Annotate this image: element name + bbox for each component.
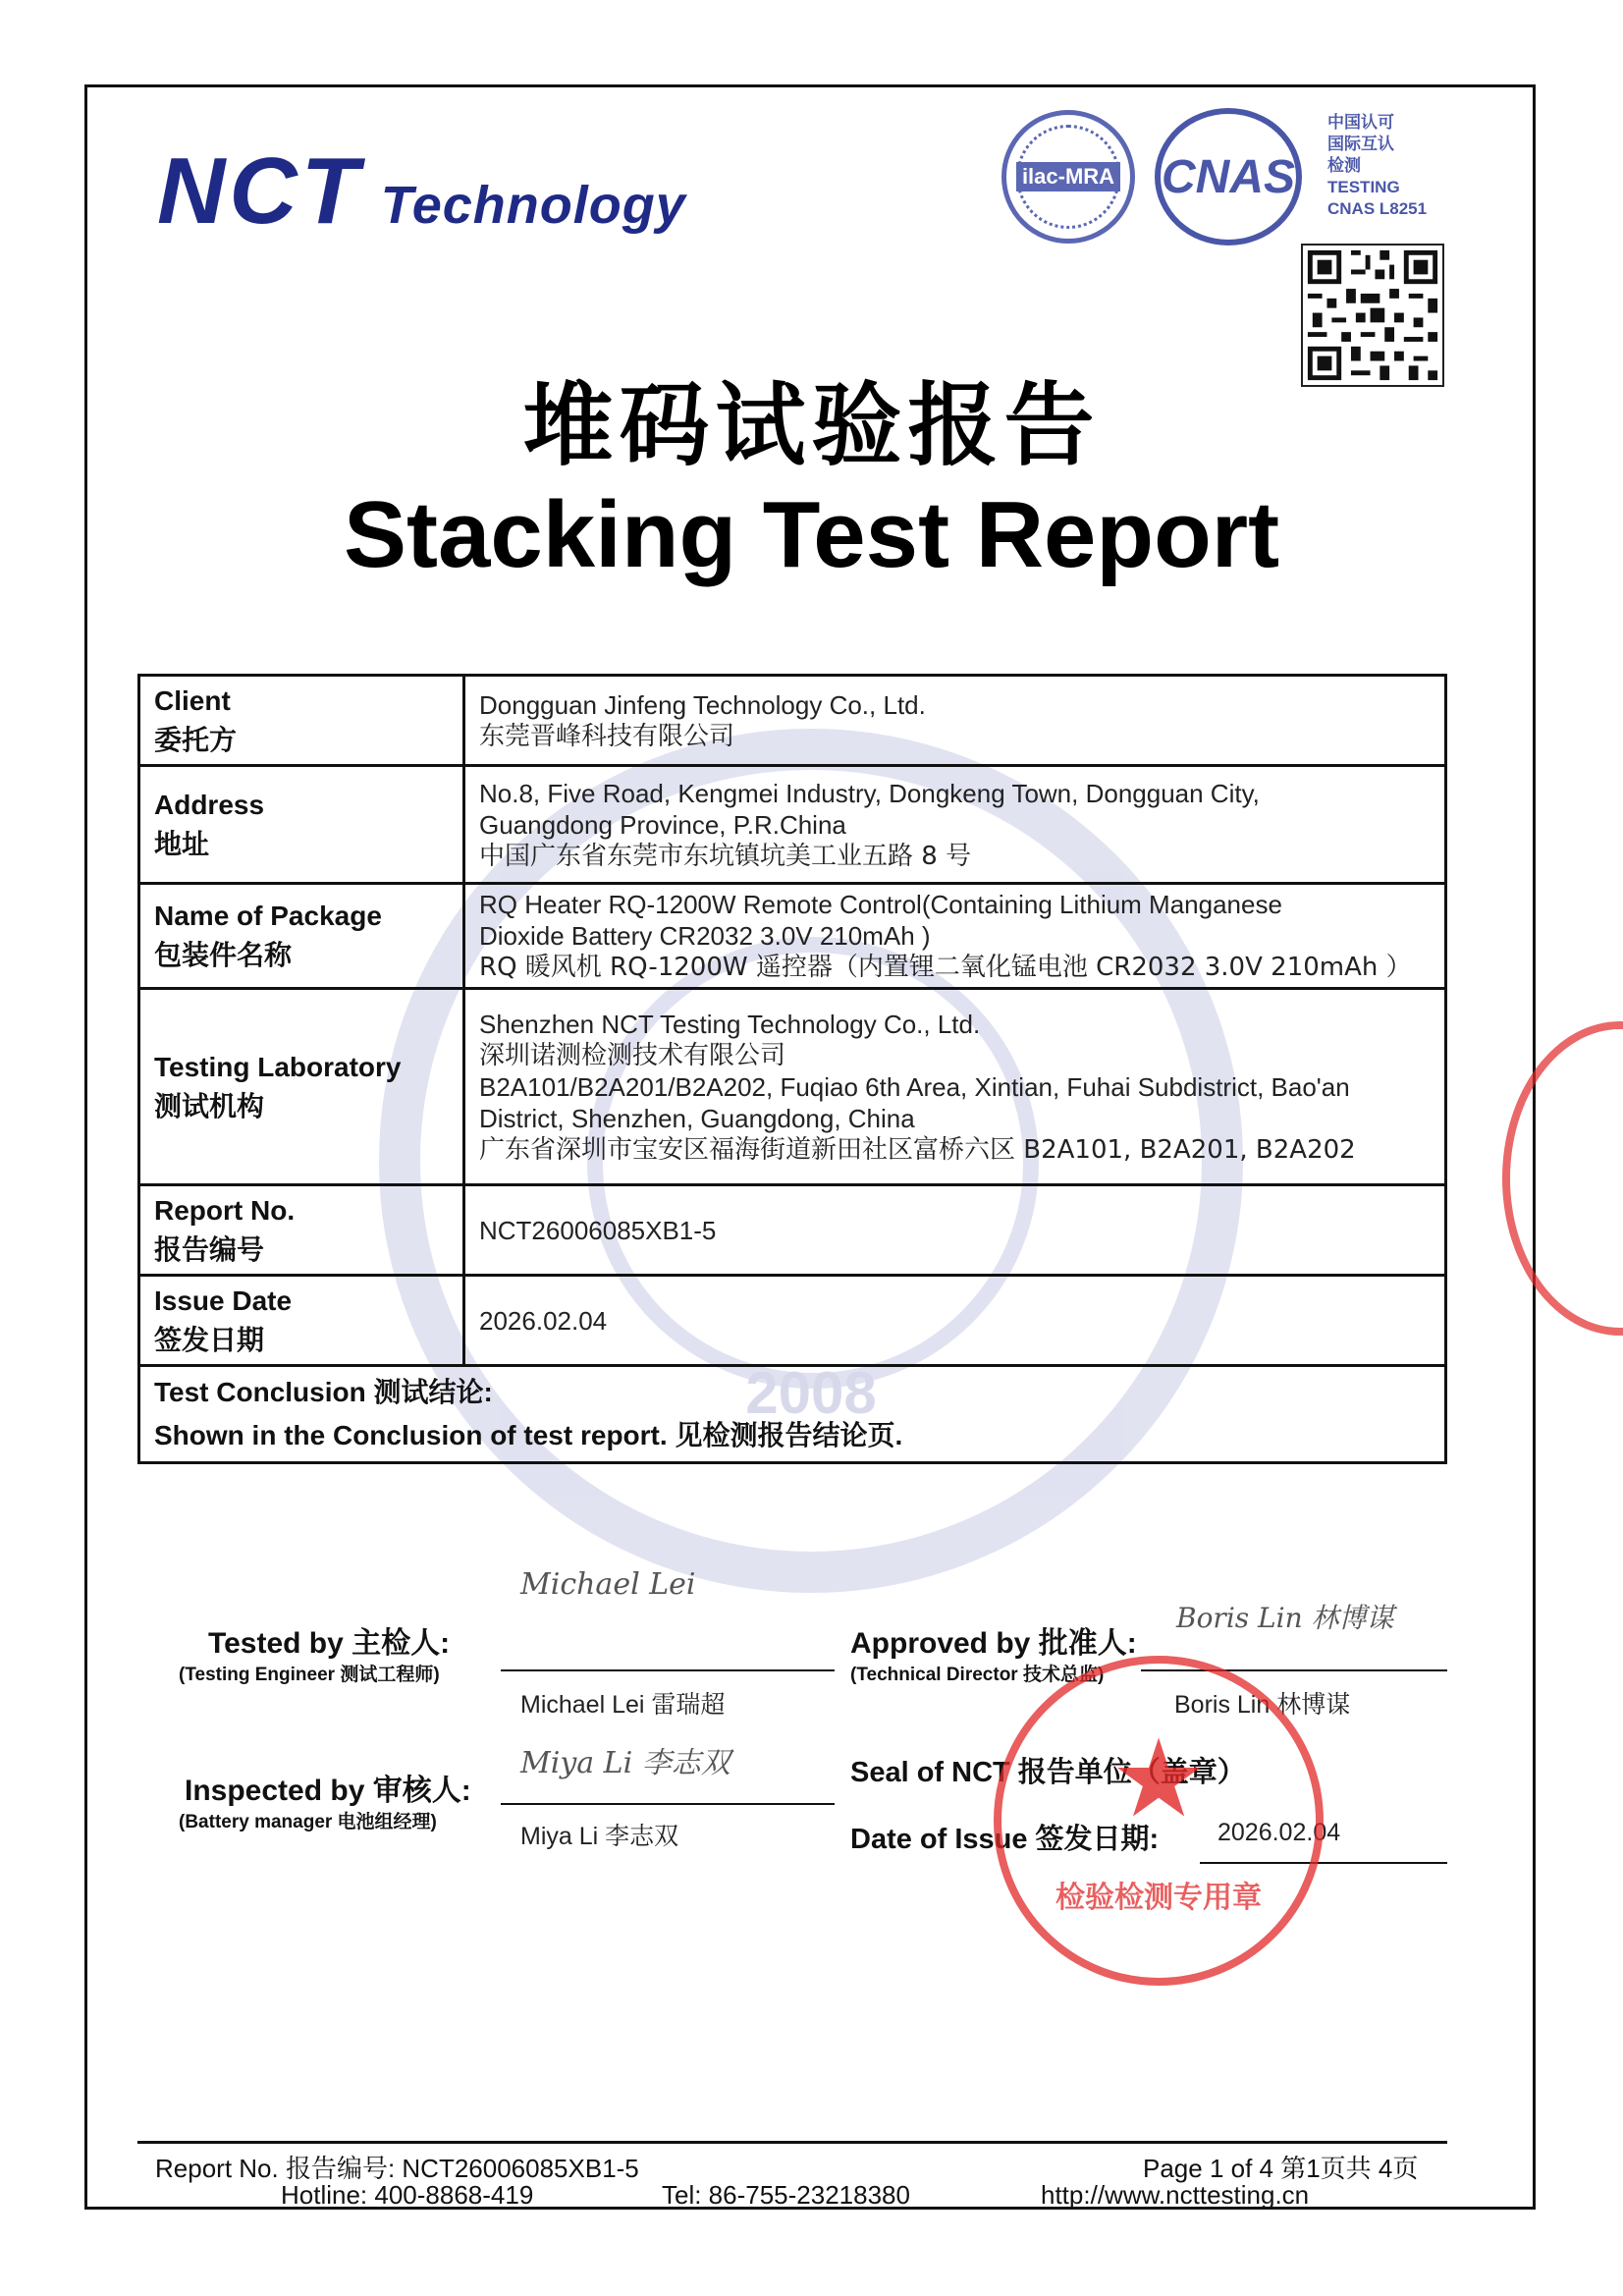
conclusion-text: Shown in the Conclusion of test report. 见检测报告结论页. [154,1420,903,1450]
inspected-sub: (Battery manager 电池组经理) [179,1812,437,1832]
label-en: Address [154,789,265,820]
label-cn: 签发日期 [154,1323,265,1356]
footer-website[interactable]: http://www.ncttesting.cn [1041,2180,1310,2210]
cnas-mark [1155,108,1302,246]
row-client [139,676,1446,766]
approved-sub: (Technical Director 技术总监) [850,1665,1105,1685]
value-en-2: Dioxide Battery CR2032 3.0V 210mAh ) [479,921,931,951]
inspected-label: Inspected by 审核人: [185,1775,471,1807]
title-chinese: 堆码试验报告 [522,373,1101,478]
footer-report-no: Report No. 报告编号: NCT26006085XB1-5 [155,2154,639,2183]
nct-logo [157,137,686,246]
row-lab [139,989,1446,1185]
date-of-issue-value: 2026.02.04 [1217,1819,1341,1846]
row-issue-date [139,1276,1446,1366]
logo-sub: Technology [380,176,686,235]
title-english: Stacking Test Report [343,482,1280,587]
row-report-no [139,1185,1446,1276]
value-en-1: RQ Heater RQ-1200W Remote Control(Containing Lithium Manganese [479,890,1282,919]
label-cn: 委托方 [154,723,238,756]
tested-label: Tested by 主检人: [208,1627,451,1660]
tested-signature: Michael Lei [520,1567,696,1602]
row-address [139,766,1446,884]
value-cell [464,676,1446,766]
value-cell [464,1185,1446,1276]
cnas-line: 中国认可 [1327,113,1394,132]
cnas-text: CNAS [1161,150,1295,203]
label-cell [139,766,464,884]
cnas-line: TESTING [1327,178,1400,196]
label-en: Testing Laboratory [154,1051,402,1082]
value-en: Dongguan Jinfeng Technology Co., Ltd. [479,689,926,720]
footer-hotline: Hotline: 400-8868-419 [281,2180,534,2210]
report-no-value: NCT26006085XB1-5 [479,1215,717,1245]
label-cell [139,884,464,989]
lab-name-en: Shenzhen NCT Testing Technology Co., Ltd. [479,1009,981,1039]
stamp-text: 检验检测专用章 [1055,1882,1262,1914]
value-cell [464,989,1446,1185]
label-cell [139,1276,464,1366]
cnas-line: CNAS L8251 [1327,199,1428,218]
row-conclusion [139,1366,1446,1463]
report-info-table [137,674,1447,1464]
footer-divider [137,2141,1447,2144]
label-cell [139,989,464,1185]
cnas-accreditation-text [1327,112,1435,220]
approved-signature: Boris Lin 林博谋 [1176,1602,1394,1634]
ilac-text: ilac-MRA [1016,162,1120,191]
value-cn: 东莞晋峰科技有限公司 [479,721,735,751]
logo-main: NCT [157,138,363,244]
tested-sub: (Testing Engineer 测试工程师) [179,1665,440,1685]
issue-date-value: 2026.02.04 [479,1305,608,1336]
value-cell [464,884,1446,989]
watermark-year: 2008 [745,1360,877,1426]
label-en: Client [154,684,231,716]
value-cn: 中国广东省东莞市东坑镇坑美工业五路 8 号 [479,841,972,871]
inspected-line [501,1803,835,1805]
label-en: Issue Date [154,1285,293,1316]
date-of-issue-label: Date of Issue 签发日期: [850,1824,1160,1855]
value-en-2: Guangdong Province, P.R.China [479,809,846,840]
ilac-mra-mark [1001,110,1135,244]
label-cn: 报告编号 [154,1232,265,1266]
label-en: Report No. [154,1194,296,1226]
footer-tel: Tel: 86-755-23218380 [662,2180,910,2210]
inspected-signature: Miya Li 李志双 [520,1746,730,1780]
row-package [139,884,1446,989]
cnas-line: 国际互认 [1327,135,1394,153]
lab-addr-en-1: B2A101/B2A201/B2A202, Fuqiao 6th Area, Xintian, Fuhai Subdistrict, Bao'an [479,1071,1350,1102]
lab-name-cn: 深圳诺测检测技术有限公司 [479,1040,786,1070]
seal-label: Seal of NCT 报告单位（盖章） [850,1757,1246,1788]
label-cn: 包装件名称 [154,939,293,971]
label-en: Name of Package [154,901,382,931]
label-cn: 地址 [154,827,210,860]
approved-name: Boris Lin 林博谋 [1174,1691,1351,1719]
footer-page: Page 1 of 4 第1页共 4页 [1143,2154,1419,2183]
value-en-1: No.8, Five Road, Kengmei Industry, Dongkeng Town, Dongguan City, [479,778,1260,808]
value-cell [464,1276,1446,1366]
lab-addr-en-2: District, Shenzhen, Guangdong, China [479,1103,915,1133]
label-cn: 测试机构 [154,1089,265,1122]
conclusion-title: Test Conclusion 测试结论: [154,1377,493,1407]
cnas-line: 检测 [1327,156,1361,175]
inspected-name: Miya Li 李志双 [520,1823,679,1850]
label-cell [139,676,464,766]
value-cn: RQ 暖风机 RQ-1200W 遥控器（内置锂二氧化锰电池 CR2032 3.0V 210mAh ） [479,953,1412,982]
tested-line [501,1669,835,1671]
tested-name: Michael Lei 雷瑞超 [520,1691,726,1719]
lab-addr-cn: 广东省深圳市宝安区福海街道新田社区富桥六区 B2A101, B2A201, B2A202 [479,1134,1356,1165]
approved-label: Approved by 批准人: [850,1627,1137,1660]
conclusion-cell [139,1366,1446,1463]
value-cell [464,766,1446,884]
label-cell [139,1185,464,1276]
star-icon: ★ [1109,1719,1208,1839]
official-seal-stamp [994,1656,1324,1986]
